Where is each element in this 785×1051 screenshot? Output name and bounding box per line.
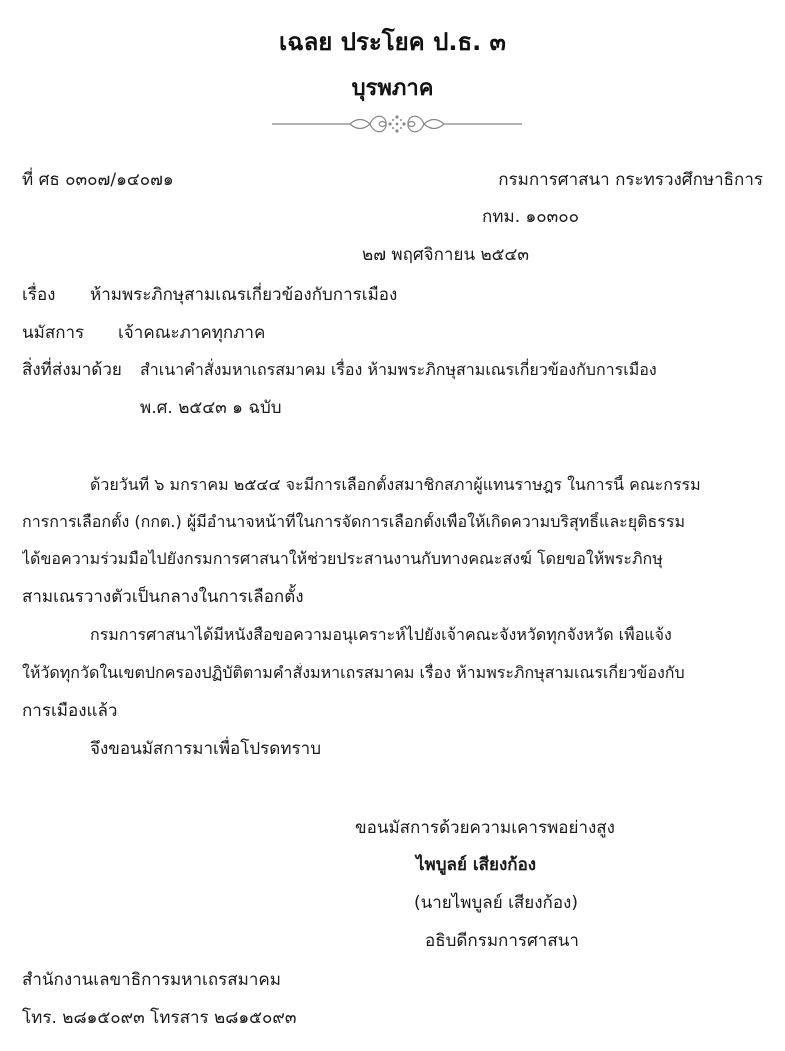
enclosure-label: สิ่งที่ส่งมาด้วย (22, 360, 122, 380)
footer-office: สำนักงานเลขาธิการมหาเถรสมาคม (22, 970, 281, 990)
subject-text: ห้ามพระภิกษุสามเณรเกี่ยวข้องกับการเมือง (90, 285, 398, 305)
body-p1-line3: ได้ขอความร่วมมือไปยังกรมการศาสนาให้ช่วยประสานงานกับทางคณะสงฆ์ โดยขอให้พระภิกษุ (22, 549, 663, 568)
to-text: เจ้าคณะภาคทุกภาค (118, 323, 266, 343)
body-p1-line1: ด้วยวันที่ ๖ มกราคม ๒๕๔๔ จะมีการเลือกตั้งสมาชิกสภาผู้แทนราษฎร ในการนี้ คณะกรรม (90, 475, 701, 494)
org-name: กรมการศาสนา กระทรวงศึกษาธิการ (498, 170, 763, 190)
to-label: นมัสการ (22, 323, 85, 343)
org-city: กทม. ๑๐๓๐๐ (482, 207, 580, 227)
letter-date: ๒๗ พฤศจิกายน ๒๕๔๓ (362, 245, 530, 265)
body-p1-line4: สามเณรวางตัวเป็นกลางในการเลือกตั้ง (22, 587, 304, 607)
page-subtitle: บุรพภาค (351, 76, 434, 101)
closing-text: ขอนมัสการด้วยความเคารพอย่างสูง (355, 818, 615, 838)
ornament-divider-icon (272, 112, 522, 136)
enclosure-text-cont: พ.ศ. ๒๕๔๓ ๑ ฉบับ (140, 398, 282, 418)
signer-title: อธิบดีกรมการศาสนา (425, 931, 579, 951)
subject-label: เรื่อง (22, 285, 56, 305)
body-p2-line1: กรมการศาสนาได้มีหนังสือขอความอนุเคราะห์ไปยังเจ้าคณะจังหวัดทุกจังหวัด เพื่อแจ้ง (90, 625, 672, 644)
footer-phone: โทร. ๒๘๑๕๐๙๓ โทรสาร ๒๘๑๕๐๙๓ (22, 1008, 297, 1028)
ref-number: ที่ ศธ ๐๓๐๗/๑๔๐๗๑ (22, 170, 174, 190)
page-title: เฉลย ประโยค ป.ธ. ๓ (279, 28, 506, 56)
body-p1-line2: การการเลือกตั้ง (กกต.) ผู้มีอำนาจหน้าที่ในการจัดการเลือกตั้งเพื่อให้เกิดความบริสุทธิ์และยุติธรรม (22, 512, 686, 531)
signer-full-name: (นายไพบูลย์ เสียงก้อง) (414, 893, 578, 913)
body-p3: จึงขอนมัสการมาเพื่อโปรดทราบ (90, 739, 322, 759)
body-p2-line2: ให้วัดทุกวัดในเขตปกครองปฏิบัติตามคำสั่งมหาเถรสมาคม เรื่อง ห้ามพระภิกษุสามเณรเกี่ยวข้องกับ (22, 663, 685, 682)
enclosure-text: สำเนาคำสั่งมหาเถรสมาคม เรื่อง ห้ามพระภิกษุสามเณรเกี่ยวข้องกับการเมือง (140, 360, 657, 379)
signer-name: ไพบูลย์ เสียงก้อง (416, 855, 537, 875)
body-p2-line3: การเมืองแล้ว (22, 701, 118, 721)
